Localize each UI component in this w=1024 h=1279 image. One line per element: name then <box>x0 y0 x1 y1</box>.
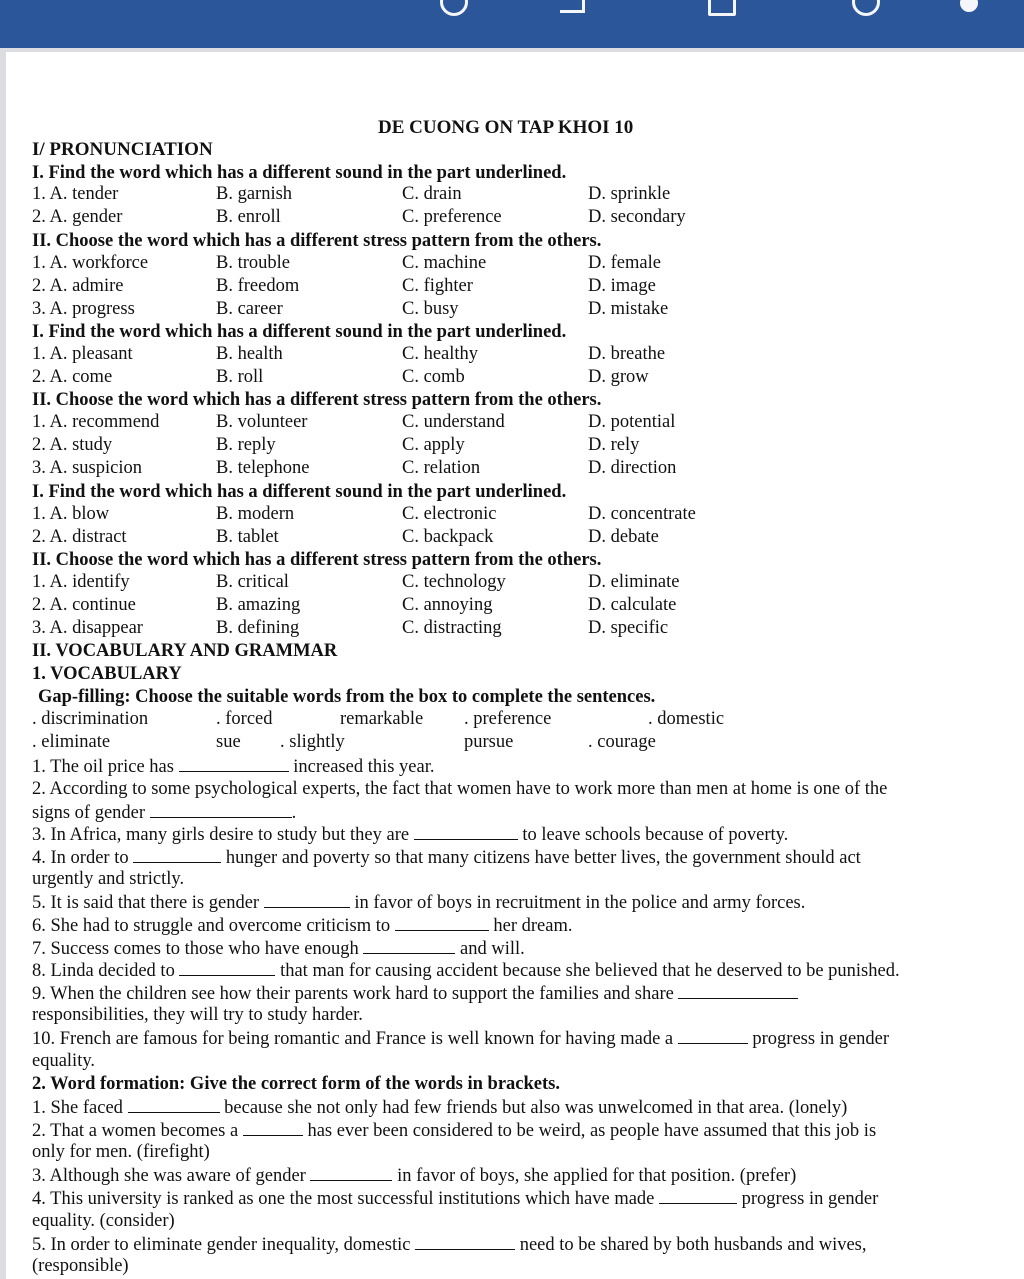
option-c: C. machine <box>402 253 487 273</box>
toolbar-icon[interactable] <box>708 0 736 16</box>
option-b: B. modern <box>216 504 295 524</box>
option-c: C. electronic <box>402 504 497 524</box>
option-c: C. distracting <box>402 618 502 638</box>
option-c: C. comb <box>402 367 465 387</box>
gap-sentence <box>32 846 1004 870</box>
gap-sentence <box>32 1027 1004 1051</box>
word-box-item: . discrimination <box>32 709 149 729</box>
wf-sentence <box>32 1255 1004 1278</box>
sentence-text: 10. French are famous for being romantic and France is well known for having made a <box>32 1029 674 1049</box>
option-b: B. career <box>216 299 283 319</box>
gap-sentence <box>32 891 1004 915</box>
sentence-text: 1. The oil price has <box>32 757 174 777</box>
answer-blank[interactable] <box>133 846 221 863</box>
option-a: 1. A. pleasant <box>32 344 133 364</box>
option-d: D. specific <box>588 618 669 638</box>
word-box-item: . forced <box>216 709 273 729</box>
sentence-text: 9. When the children see how their parents work hard to support the families and share <box>32 984 674 1004</box>
option-a: 3. A. suspicion <box>32 458 142 478</box>
option-b: B. tablet <box>216 527 279 547</box>
sentence-text: because she not only had few friends but also was unwelcomed in that area. (lonely) <box>224 1098 848 1118</box>
option-d: D. mistake <box>588 299 669 319</box>
option-d: D. female <box>588 253 661 273</box>
option-c: C. backpack <box>402 527 494 547</box>
option-d: D. sprinkle <box>588 184 671 204</box>
wf-sentence <box>32 1096 1004 1120</box>
option-c: C. drain <box>402 184 462 204</box>
gap-sentence <box>32 959 1004 983</box>
sentence-text: 8. Linda decided to <box>32 961 175 981</box>
sentence-text: only for men. (firefight) <box>32 1142 210 1162</box>
sentence-text: progress in gender <box>752 1029 890 1049</box>
wf-sentence <box>32 1141 1004 1164</box>
sentence-text: 6. She had to struggle and overcome criticism to <box>32 916 391 936</box>
answer-blank[interactable] <box>395 914 489 931</box>
option-c: C. fighter <box>402 276 473 296</box>
sentence-text: . <box>291 803 297 823</box>
exercise-heading: II. Choose the word which has a different stress pattern from the others. <box>32 231 602 251</box>
option-b: B. amazing <box>216 595 301 615</box>
sentence-text: 3. Although she was aware of gender <box>32 1166 306 1186</box>
word-box-item: sue <box>216 732 241 752</box>
answer-blank[interactable] <box>243 1119 303 1136</box>
gap-sentence <box>32 982 1004 1006</box>
sentence-text: 4. In order to <box>32 848 129 868</box>
page-title: DE CUONG ON TAP KHOI 10 <box>378 117 634 138</box>
option-c: C. technology <box>402 572 506 592</box>
answer-blank[interactable] <box>363 937 455 954</box>
exercise-heading: I. Find the word which has a different sound in the part underlined. <box>32 163 567 183</box>
option-a: 2. A. continue <box>32 595 136 615</box>
exercise-heading: I. Find the word which has a different sound in the part underlined. <box>32 322 567 342</box>
option-c: C. apply <box>402 435 465 455</box>
sentence-text: 4. This university is ranked as one the most successful institutions which have made <box>32 1189 655 1209</box>
option-d: D. concentrate <box>588 504 696 524</box>
option-c: C. understand <box>402 412 505 432</box>
sentence-text: urgently and strictly. <box>32 869 185 889</box>
option-b: B. telephone <box>216 458 310 478</box>
option-c: C. busy <box>402 299 459 319</box>
sentence-text: progress in gender <box>741 1189 879 1209</box>
sentence-text: responsibilities, they will try to study harder. <box>32 1005 363 1025</box>
option-a: 1. A. workforce <box>32 253 149 273</box>
sentence-text: has ever been considered to be weird, as people have assumed that this job is <box>307 1121 877 1141</box>
document-page <box>6 52 1024 1279</box>
sentence-text: and will. <box>460 939 525 959</box>
gap-sentence <box>32 1050 1004 1073</box>
sentence-text: in favor of boys, she applied for that position. (prefer) <box>397 1166 797 1186</box>
sentence-text: equality. <box>32 1051 96 1071</box>
answer-blank[interactable] <box>310 1164 392 1181</box>
sentence-text: that man for causing accident because she believed that he deserved to be punished. <box>280 961 900 981</box>
option-a: 3. A. disappear <box>32 618 143 638</box>
option-b: B. reply <box>216 435 276 455</box>
answer-blank[interactable] <box>678 982 798 999</box>
option-d: D. eliminate <box>588 572 680 592</box>
exercise-heading: Gap-filling: Choose the suitable words from the box to complete the sentences. <box>38 687 656 707</box>
option-c: C. relation <box>402 458 481 478</box>
sentence-text: 3. In Africa, many girls desire to study but they are <box>32 825 410 845</box>
wf-sentence <box>32 1210 1004 1233</box>
word-box-item: . eliminate <box>32 732 111 752</box>
sentence-text: increased this year. <box>293 757 435 777</box>
sentence-text: signs of gender <box>32 803 146 823</box>
option-b: B. freedom <box>216 276 300 296</box>
answer-blank[interactable] <box>415 1233 515 1250</box>
option-d: D. calculate <box>588 595 677 615</box>
app-toolbar <box>0 0 1024 48</box>
option-b: B. enroll <box>216 207 281 227</box>
word-box-item: . courage <box>588 732 656 752</box>
toolbar-icon[interactable] <box>560 0 585 13</box>
exercise-heading: II. Choose the word which has a different stress pattern from the others. <box>32 390 602 410</box>
option-d: D. secondary <box>588 207 686 227</box>
option-a: 1. A. tender <box>32 184 119 204</box>
option-c: C. healthy <box>402 344 479 364</box>
answer-blank[interactable] <box>659 1187 737 1204</box>
option-b: B. volunteer <box>216 412 308 432</box>
gap-sentence <box>32 868 1004 891</box>
word-box-item: pursue <box>464 732 514 752</box>
answer-blank[interactable] <box>179 755 289 772</box>
wf-sentence <box>32 1233 1004 1257</box>
answer-blank[interactable] <box>414 823 518 840</box>
option-a: 3. A. progress <box>32 299 135 319</box>
gap-sentence <box>32 914 1004 938</box>
option-b: B. roll <box>216 367 264 387</box>
gap-sentence <box>32 778 1004 801</box>
option-b: B. garnish <box>216 184 293 204</box>
sentence-text: 2. According to some psychological experts, the fact that women have to work more than men at home is one of the <box>32 779 888 799</box>
option-d: D. grow <box>588 367 649 387</box>
subsection-heading: 1. VOCABULARY <box>32 664 182 684</box>
sentence-text: 5. It is said that there is gender <box>32 893 260 913</box>
word-box-item: . domestic <box>648 709 725 729</box>
sentence-text: 2. That a women becomes a <box>32 1121 239 1141</box>
gap-sentence <box>32 755 1004 779</box>
sentence-text: her dream. <box>493 916 573 936</box>
sentence-text: need to be shared by both husbands and wives, <box>519 1235 867 1255</box>
answer-blank[interactable] <box>150 801 292 818</box>
option-d: D. breathe <box>588 344 666 364</box>
option-d: D. direction <box>588 458 677 478</box>
option-b: B. trouble <box>216 253 290 273</box>
word-box-item: . slightly <box>280 732 345 752</box>
section-heading: II. VOCABULARY AND GRAMMAR <box>32 641 338 661</box>
gap-sentence <box>32 823 1004 847</box>
option-b: B. health <box>216 344 283 364</box>
sentence-text: 1. She faced <box>32 1098 123 1118</box>
toolbar-icon[interactable] <box>440 0 468 16</box>
answer-blank[interactable] <box>128 1096 220 1113</box>
word-box-item: remarkable <box>340 709 424 729</box>
option-a: 1. A. blow <box>32 504 110 524</box>
sentence-text: equality. (consider) <box>32 1211 175 1231</box>
section-heading: I/ PRONUNCIATION <box>32 139 213 160</box>
answer-blank[interactable] <box>179 959 275 976</box>
exercise-heading: I. Find the word which has a different sound in the part underlined. <box>32 482 567 502</box>
wf-sentence <box>32 1119 1004 1143</box>
sentence-text: in favor of boys in recruitment in the police and army forces. <box>354 893 806 913</box>
option-b: B. critical <box>216 572 289 592</box>
option-c: C. preference <box>402 207 502 227</box>
option-a: 2. A. gender <box>32 207 123 227</box>
option-a: 1. A. recommend <box>32 412 160 432</box>
sentence-text: 5. In order to eliminate gender inequality, domestic <box>32 1235 411 1255</box>
gap-sentence <box>32 937 1004 961</box>
sentence-text: to leave schools because of poverty. <box>522 825 789 845</box>
option-c: C. annoying <box>402 595 493 615</box>
option-d: D. debate <box>588 527 659 547</box>
gap-sentence <box>32 1004 1004 1027</box>
option-b: B. defining <box>216 618 300 638</box>
answer-blank[interactable] <box>264 891 350 908</box>
wf-sentence <box>32 1187 1004 1211</box>
option-a: 1. A. identify <box>32 572 130 592</box>
toolbar-icon[interactable] <box>960 0 978 12</box>
sentence-text: (responsible) <box>32 1256 129 1276</box>
exercise-heading: II. Choose the word which has a different stress pattern from the others. <box>32 550 602 570</box>
option-d: D. image <box>588 276 656 296</box>
wf-sentence <box>32 1164 1004 1188</box>
sentence-text: hunger and poverty so that many citizens have better lives, the government should act <box>225 848 861 868</box>
option-a: 2. A. come <box>32 367 113 387</box>
option-a: 2. A. study <box>32 435 113 455</box>
answer-blank[interactable] <box>678 1027 748 1044</box>
option-a: 2. A. admire <box>32 276 124 296</box>
exercise-heading: 2. Word formation: Give the correct form of the words in brackets. <box>32 1074 560 1094</box>
option-a: 2. A. distract <box>32 527 127 547</box>
sentence-text: 7. Success comes to those who have enough <box>32 939 359 959</box>
option-d: D. rely <box>588 435 640 455</box>
option-d: D. potential <box>588 412 676 432</box>
word-box-item: . preference <box>464 709 552 729</box>
gap-sentence <box>32 801 1004 825</box>
toolbar-icon[interactable] <box>852 0 880 16</box>
